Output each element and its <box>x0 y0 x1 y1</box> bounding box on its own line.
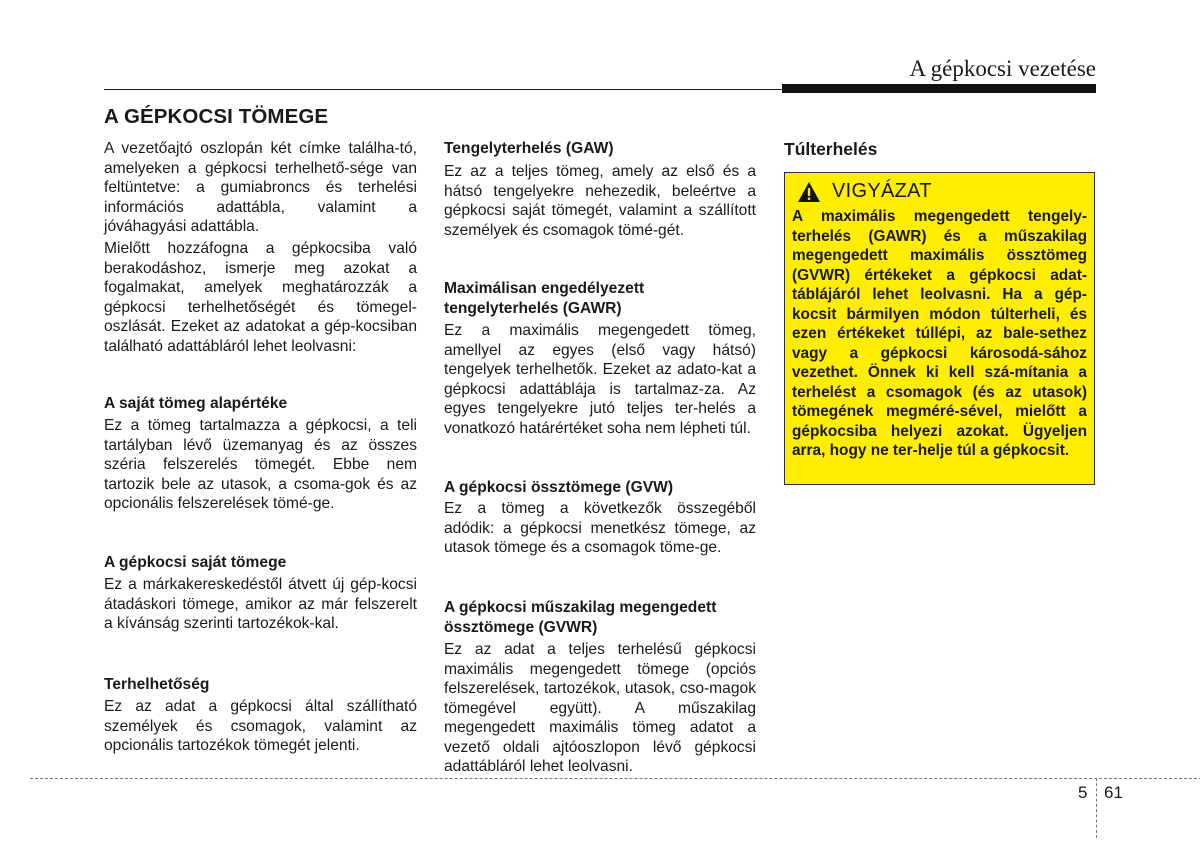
warning-label: VIGYÁZAT <box>832 180 932 203</box>
paragraph-base-weight: Ez a tömeg tartalmazza a gépkocsi, a teli tartályban lévő üzemanyag és az összes széria felszerelés tömegét. Ebbe nem tartozik bele az utasok, a csoma-gok és az opcionális felszerelések tömé-ge. <box>104 417 417 512</box>
header-rule-thick <box>782 84 1096 93</box>
header-rule <box>104 89 782 90</box>
warning-text: A maximális megengedett tengely-terhelés (GAWR) és a műszakilag megengedett maximális össztömeg (GVWR) értékeket a gépkocsi adat-táblájáról lehet leolvasni. Ha a gép-kocsit bármilyen módon túlterheli, és ezen értékeket túllépi, az bale-sethez vagy a gépkocsi károsodá-sához vezethet. Önnek ki kell szá-mítania a terhelést a csomagok (és az utasok) tömegének megméré-sével, mielőtt a gépkocsiba helyezi azokat. Ügyeljen arra, hogy ne ter-helje túl a gépkocsit. <box>792 208 1087 459</box>
intro-paragraph-2: Mielőtt hozzáfogna a gépkocsiba való berakodáshoz, ismerje meg azokat a fogalmakat, amelyek meghatározzák a gépkocsi terhelhetőségét és tömegel-oszlását. Ezeket az adatokat a gép-kocsiban található adattábláról lehet leolvasni: <box>104 240 417 355</box>
heading-base-weight: A saját tömeg alapértéke <box>104 395 288 412</box>
section-title: A GÉPKOCSI TÖMEGE <box>104 105 329 128</box>
footer-divider-vertical <box>1096 778 1097 838</box>
chapter-title: A gépkocsi vezetése <box>909 56 1096 81</box>
warning-triangle-icon <box>797 181 821 203</box>
paragraph-gvw: Ez a tömeg a következők összegéből adódik: a gépkocsi menetkész tömege, az utasok tömege és a csomagok töme-ge. <box>444 500 756 556</box>
heading-gawr: Maximálisan engedélyezett tengelyterhelés (GAWR) <box>444 280 645 317</box>
paragraph-payload: Ez az adat a gépkocsi által szállítható személyek és csomagok, valamint az opcionális tartozékok tömegét jelenti. <box>104 698 417 754</box>
heading-gvw: A gépkocsi össztömege (GVW) <box>444 479 674 496</box>
heading-gaw: Tengelyterhelés (GAW) <box>444 140 614 157</box>
page-number: 61 <box>1104 783 1123 802</box>
paragraph-gawr: Ez a maximális megengedett tömeg, amellyel az egyes (első vagy hátsó) tengelyek terhelhetők. Ezeket az adato-kat a gépkocsi adattáblája is tartalmaz-za. Az egyes tengelyekre jutó teljes ter-helés a vonatkozó határértéket soha nem lépheti túl. <box>444 322 756 437</box>
warning-header <box>792 177 1087 207</box>
heading-curb-weight: A gépkocsi saját tömege <box>104 554 287 571</box>
paragraph-curb-weight: Ez a márkakereskedéstől átvett új gép-kocsi átadáskori tömege, amikor az már felszerelt a kívánság szerinti tartozékok-kal. <box>104 576 417 632</box>
warning-box <box>784 172 1095 485</box>
heading-gvwr: A gépkocsi műszakilag megengedett össztömege (GVWR) <box>444 599 717 636</box>
footer-divider <box>30 778 1200 779</box>
subsection-title: Túlterhelés <box>784 139 878 159</box>
paragraph-gvwr: Ez az adat a teljes terhelésű gépkocsi maximális megengedett tömege (opciós felszerelések, tartozékok, utasok, cso-magok tömegével együtt). A műszakilag megengedett maximális tömeg adatot a vezető oldali ajtóoszlopon lévő gépkocsi adattábláról lehet leolvasni. <box>444 641 756 775</box>
heading-payload: Terhelhetőség <box>104 676 210 693</box>
intro-paragraph: A vezetőajtó oszlopán két címke találha-tó, amelyeken a gépkocsi terhelhető-sége van feltüntetve: a gumiabroncs és terhelési információs adattábla, valamint a jóváhagyási adattábla. <box>104 140 417 235</box>
paragraph-gaw: Ez az a teljes tömeg, amely az első és a hátsó tengelyekre nehezedik, beleértve a gépkocsi saját tömegét, valamint a szállított személyek és csomagok tömé-gét. <box>444 163 756 239</box>
section-number: 5 <box>1078 783 1088 802</box>
